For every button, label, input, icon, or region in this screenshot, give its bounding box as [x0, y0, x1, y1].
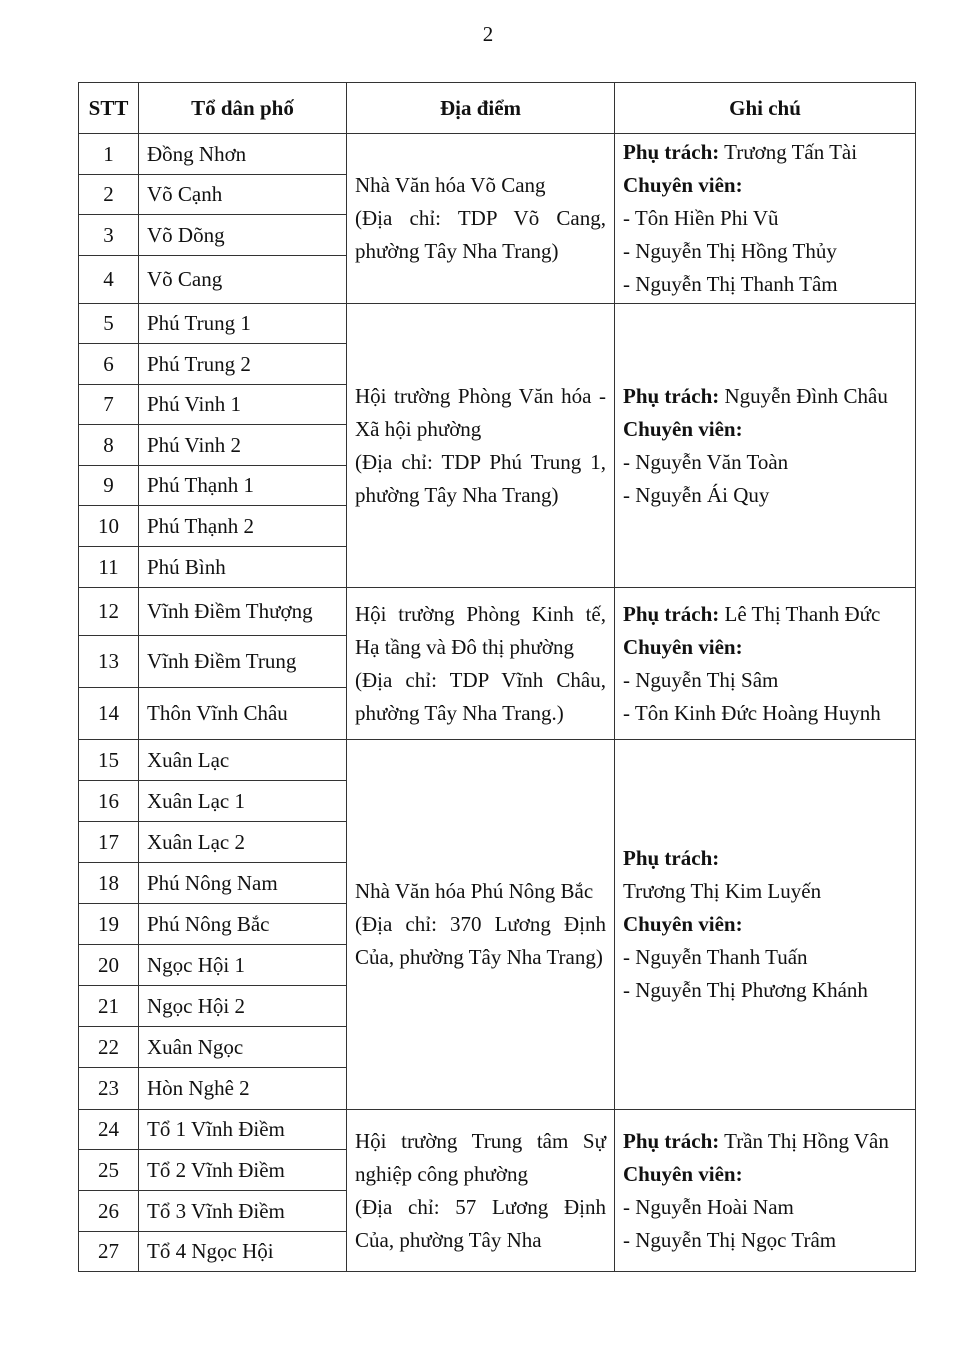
row-to-dan-pho: Võ Cang: [139, 256, 347, 304]
row-to-dan-pho: Phú Nông Bắc: [139, 904, 347, 945]
location-cell: [347, 1110, 615, 1272]
row-to-dan-pho: Phú Trung 1: [139, 304, 347, 344]
row-to-dan-pho: Võ Cạnh: [139, 175, 347, 215]
location-address: (Địa chỉ: TDP Phú Trung 1, phường Tây Nha Trang): [355, 449, 606, 507]
in-charge-label: Phụ trách:: [623, 1128, 720, 1153]
row-to-dan-pho: Phú Thạnh 1: [139, 466, 347, 506]
specialist-name: - Tôn Hiền Phi Vũ: [623, 206, 779, 230]
row-to-dan-pho: Vĩnh Điềm Trung: [139, 636, 347, 688]
row-stt: 10: [79, 506, 139, 547]
row-to-dan-pho: Ngọc Hội 2: [139, 986, 347, 1027]
location-name: Hội trường Trung tâm Sự nghiệp công phường: [355, 1128, 606, 1186]
location-address: (Địa chỉ: 370 Lương Định Của, phường Tây Nha Trang): [355, 912, 606, 969]
row-stt: 4: [79, 256, 139, 304]
in-charge-name: Nguyễn Đình Châu: [724, 383, 888, 408]
specialist-name: - Nguyễn Thị Ngọc Trâm: [623, 1227, 837, 1252]
row-stt: 11: [79, 547, 139, 588]
row-to-dan-pho: Phú Bình: [139, 547, 347, 588]
row-stt: 18: [79, 863, 139, 904]
in-charge-name: Lê Thị Thanh Đức: [724, 601, 881, 626]
row-stt: 1: [79, 134, 139, 175]
location-cell: [347, 304, 615, 588]
in-charge-label: Phụ trách:: [623, 601, 720, 626]
specialist-name: - Nguyễn Thanh Tuấn: [623, 945, 808, 969]
row-stt: 27: [79, 1232, 139, 1272]
page-number: 2: [482, 22, 494, 46]
row-stt: 14: [79, 688, 139, 740]
in-charge-label: Phụ trách:: [623, 383, 720, 408]
in-charge-name: Trương Thị Kim Luyến: [623, 879, 822, 903]
row-to-dan-pho: Tổ 1 Vĩnh Điềm: [139, 1110, 347, 1150]
row-stt: 8: [79, 425, 139, 466]
row-stt: 26: [79, 1191, 139, 1232]
row-stt: 21: [79, 986, 139, 1027]
location-cell: [347, 740, 615, 1110]
location-cell: [347, 588, 615, 740]
row-to-dan-pho: Xuân Lạc: [139, 740, 347, 781]
table-row: [79, 134, 916, 175]
header-dia-diem: Địa điểm: [347, 83, 615, 134]
in-charge-label: Phụ trách:: [623, 846, 720, 870]
row-to-dan-pho: Tổ 2 Vĩnh Điềm: [139, 1150, 347, 1191]
row-stt: 24: [79, 1110, 139, 1150]
specialists-label: Chuyên viên:: [623, 173, 743, 197]
row-to-dan-pho: Thôn Vĩnh Châu: [139, 688, 347, 740]
row-to-dan-pho: Phú Vinh 2: [139, 425, 347, 466]
in-charge-name: Trần Thị Hồng Vân: [724, 1128, 889, 1153]
row-to-dan-pho: Tổ 4 Ngọc Hội: [139, 1232, 347, 1272]
row-stt: 22: [79, 1027, 139, 1068]
row-to-dan-pho: Tổ 3 Vĩnh Điềm: [139, 1191, 347, 1232]
row-stt: 13: [79, 636, 139, 688]
specialists-label: Chuyên viên:: [623, 1161, 743, 1186]
location-address: (Địa chỉ: 57 Lương Định Của, phường Tây Nha: [355, 1194, 606, 1252]
row-to-dan-pho: Phú Trung 2: [139, 344, 347, 385]
row-stt: 23: [79, 1068, 139, 1110]
table-row: [79, 740, 916, 781]
table-row: [79, 304, 916, 344]
table-row: [79, 1110, 916, 1150]
row-stt: 2: [79, 175, 139, 215]
row-to-dan-pho: Xuân Ngọc: [139, 1027, 347, 1068]
row-stt: 25: [79, 1150, 139, 1191]
row-to-dan-pho: Võ Dõng: [139, 215, 347, 256]
in-charge-name: Trương Tấn Tài: [724, 140, 858, 164]
specialist-name: - Nguyễn Thị Phương Khánh: [623, 978, 868, 1002]
specialists-label: Chuyên viên:: [623, 416, 743, 441]
note-cell: [615, 1110, 916, 1272]
row-stt: 17: [79, 822, 139, 863]
location-name: Nhà Văn hóa Phú Nông Bắc: [355, 879, 594, 903]
in-charge-label: Phụ trách:: [623, 140, 720, 164]
header-ghi-chu: Ghi chú: [615, 83, 916, 134]
row-stt: 20: [79, 945, 139, 986]
specialist-name: - Nguyễn Thị Hồng Thủy: [623, 239, 837, 263]
row-stt: 19: [79, 904, 139, 945]
specialist-name: - Nguyễn Ái Quy: [623, 482, 770, 507]
row-stt: 6: [79, 344, 139, 385]
specialist-name: - Nguyễn Hoài Nam: [623, 1194, 794, 1219]
location-cell: [347, 134, 615, 304]
row-stt: 15: [79, 740, 139, 781]
location-address: (Địa chỉ: TDP Võ Cang, phường Tây Nha Trang): [355, 206, 606, 263]
row-to-dan-pho: Hòn Nghê 2: [139, 1068, 347, 1110]
note-cell: [615, 588, 916, 740]
row-to-dan-pho: Vĩnh Điềm Thượng: [139, 588, 347, 636]
location-name: Nhà Văn hóa Võ Cang: [355, 173, 546, 197]
location-name: Hội trường Phòng Kinh tế, Hạ tầng và Đô thị phường: [355, 601, 606, 659]
assignment-table: [78, 82, 916, 1272]
row-to-dan-pho: Đồng Nhơn: [139, 134, 347, 175]
location-address: (Địa chỉ: TDP Vĩnh Châu, phường Tây Nha Trang.): [355, 667, 606, 725]
location-name: Hội trường Phòng Văn hóa - Xã hội phường: [355, 383, 606, 441]
note-cell: [615, 740, 916, 1110]
specialist-name: - Nguyễn Văn Toàn: [623, 449, 789, 474]
row-stt: 12: [79, 588, 139, 636]
row-to-dan-pho: Xuân Lạc 2: [139, 822, 347, 863]
note-cell: [615, 304, 916, 588]
row-stt: 5: [79, 304, 139, 344]
specialists-label: Chuyên viên:: [623, 634, 743, 659]
row-to-dan-pho: Ngọc Hội 1: [139, 945, 347, 986]
table-header-row: [79, 83, 916, 134]
specialist-name: - Nguyễn Thị Sâm: [623, 667, 779, 692]
table-row: [79, 588, 916, 636]
specialist-name: - Nguyễn Thị Thanh Tâm: [623, 272, 838, 296]
row-to-dan-pho: Phú Nông Nam: [139, 863, 347, 904]
header-to-dan-pho: Tổ dân phố: [139, 83, 347, 134]
row-stt: 16: [79, 781, 139, 822]
row-to-dan-pho: Xuân Lạc 1: [139, 781, 347, 822]
row-to-dan-pho: Phú Thạnh 2: [139, 506, 347, 547]
specialists-label: Chuyên viên:: [623, 912, 743, 936]
row-to-dan-pho: Phú Vinh 1: [139, 385, 347, 425]
note-cell: [615, 134, 916, 304]
row-stt: 9: [79, 466, 139, 506]
row-stt: 3: [79, 215, 139, 256]
specialist-name: - Tôn Kinh Đức Hoàng Huynh: [623, 700, 881, 725]
header-stt: STT: [79, 83, 139, 134]
row-stt: 7: [79, 385, 139, 425]
